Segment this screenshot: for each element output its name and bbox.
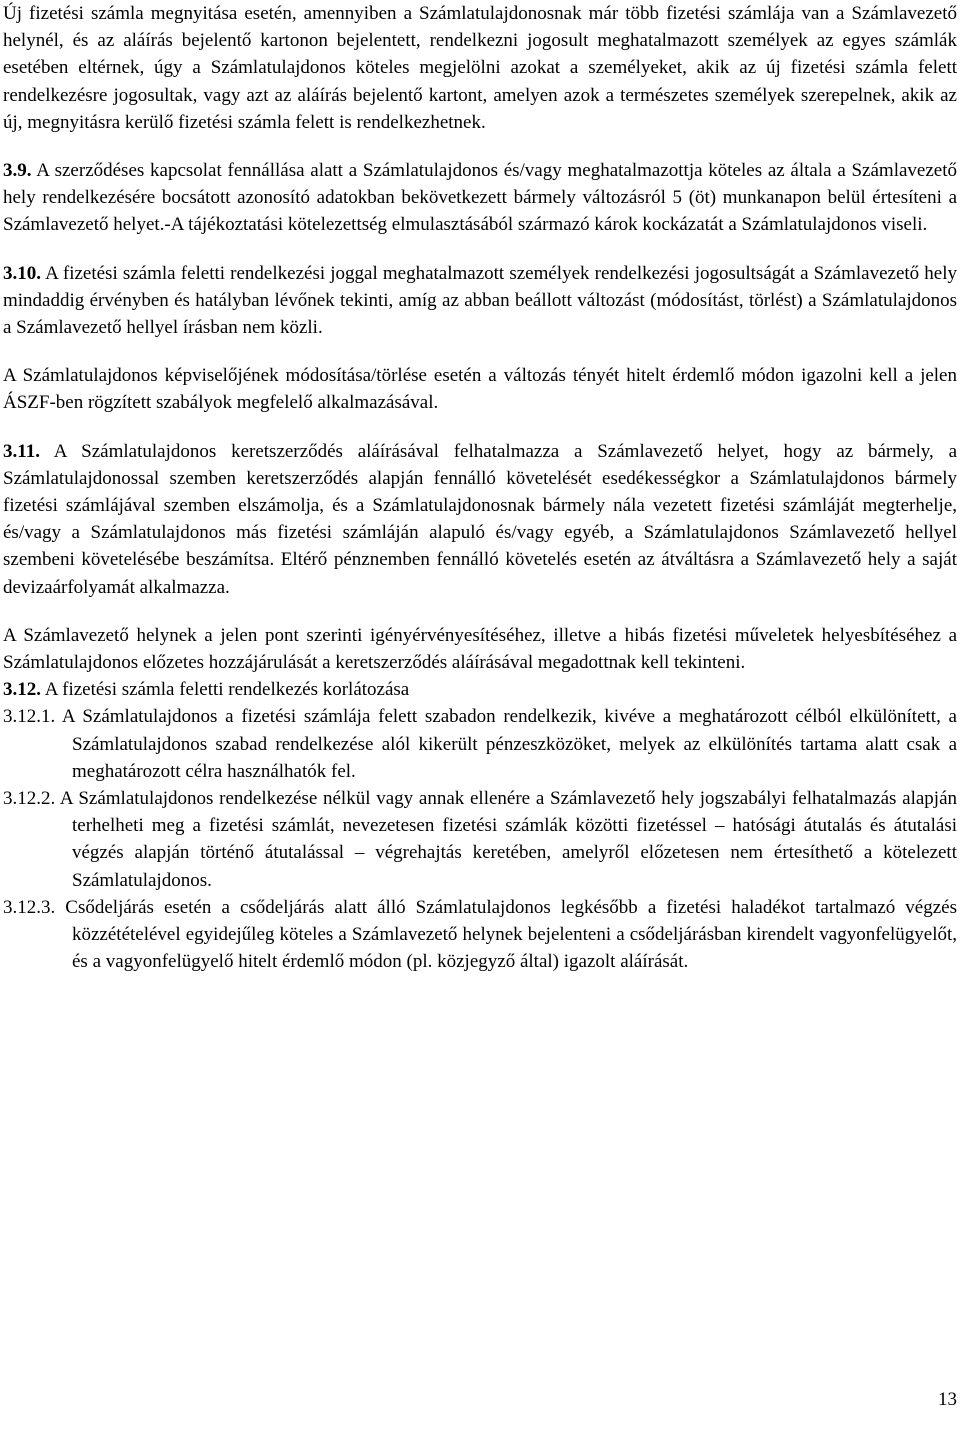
section-number: 3.9.: [3, 160, 32, 182]
section-text: A Számlatulajdonos keretszerződés aláírásával felhatalmazza a Számlavezető helyet, hogy az bármely, a Számlatulajdonossal szemben keretszerződés alapján fennálló követelését esedékességkor a Számlatulajdonos bármely fizetési számlájával szemben elszámolja, és a Számlatulajdonosnak bármely nála vezetett fizetési számláját megterhelje, és/vagy a Számlatulajdonos más fizetési számláján alapuló és/vagy egyéb, a Számlatulajdonos Számlavezető hellyel szembeni követelésébe beszámítsa. Eltérő pénznemben fennálló követelés esetén az átváltásra a Számlavezető hely a saját devizaárfolyamát alkalmazza.: [3, 440, 957, 598]
page-number: 13: [938, 1389, 957, 1410]
section-number: 3.12.: [3, 679, 41, 701]
section-3-12-heading: [3, 676, 957, 703]
section-text: A fizetési számla feletti rendelkezési joggal meghatalmazott személyek rendelkezési jogosultságát a Számlavezető hely mindaddig érvényben és hatályban lévőnek tekinti, amíg az abban beállott változást (módosítást, törlést) a Számlatulajdonos a Számlavezető hellyel írásban nem közli.: [3, 262, 957, 339]
subsection-text: A Számlatulajdonos a fizetési számlája felett szabadon rendelkezik, kivéve a meghatározott célból elkülönített, a Számlatulajdonos szabad rendelkezése alól kikerült pénzeszközöket, melyek az elkülönítés tartama alatt csak a meghatározott célra használhatók fel.: [55, 706, 957, 782]
section-3-12-3: [3, 894, 957, 976]
section-3-12-1: [3, 703, 957, 785]
subsection-text: A Számlatulajdonos rendelkezése nélkül vagy annak ellenére a Számlavezető hely jogszabályi felhatalmazás alapján terhelheti meg a fizetési számlát, nevezetesen fizetési számlák közötti fizetéssel – hatósági átutalás és átutalási végzés alapján történő átutalással – végrehajtás keretében, amelyről előzetesen nem értesíthető a kötelezett Számlatulajdonos.: [55, 788, 957, 891]
section-3-11: [3, 438, 957, 601]
section-number: 3.10.: [3, 262, 41, 284]
section-3-12-2: [3, 785, 957, 894]
claim-paragraph: [3, 622, 957, 676]
section-text: A szerződéses kapcsolat fennállása alatt a Számlatulajdonos és/vagy meghatalmazottja köteles az általa a Számlavezető hely rendelkezésére bocsátott azonosító adatokban bekövetkezett bármely változásról 5 (öt) munkanapon belül értesíteni a Számlavezető helyet.-A tájékoztatási kötelezettség elmulasztásából származó károk kockázatát a Számlatulajdonos viseli.: [3, 160, 957, 236]
paragraph-text: A Számlavezető helynek a jelen pont szerinti igényérvényesítéséhez, illetve a hibás fizetési műveletek helyesbítéséhez a Számlatulajdonos előzetes hozzájárulását a keretszerződés aláírásával megadottnak kell tekinteni.: [3, 624, 957, 674]
subsection-number: 3.12.3.: [3, 896, 56, 918]
section-number: 3.11.: [3, 440, 40, 462]
subsection-number: 3.12.1.: [3, 706, 56, 728]
intro-text: Új fizetési számla megnyitása esetén, amennyiben a Számlatulajdonosnak már több fizetési számlája van a Számlavezető helynél, és az aláírás bejelentő kartonon bejelentett, rendelkezni jogosult meghatalmazott személyek az egyes számlák esetében eltérnek, úgy a Számlatulajdonos köteles megjelölni azokat a személyeket, akik az új fizetési számla felett rendelkezésre jogosultak, vagy azt az aláírás bejelentő kartont, amelyen azok a természetes személyek szerepelnek, akik az új, megnyitásra kerülő fizetési számla felett is rendelkezhetnek.: [3, 3, 957, 133]
representative-paragraph: [3, 362, 957, 416]
section-3-10: [3, 260, 957, 342]
intro-paragraph: [3, 0, 957, 136]
section-title: A fizetési számla feletti rendelkezés korlátozása: [41, 679, 410, 701]
subsection-text: Csődeljárás esetén a csődeljárás alatt álló Számlatulajdonos legkésőbb a fizetési haladékot tartalmazó végzés közzétételével egyidejűleg köteles a Számlavezető helynek bejelenteni a csődeljárásban kirendelt vagyonfelügyelőt, és a vagyonfelügyelő hitelt érdemlő módon (pl. közjegyző által) igazolt aláírását.: [55, 896, 957, 973]
subsection-number: 3.12.2.: [3, 788, 56, 810]
section-3-9: [3, 157, 957, 239]
paragraph-text: A Számlatulajdonos képviselőjének módosítása/törlése esetén a változás tényét hitelt érdemlő módon igazolni kell a jelen ÁSZF-ben rögzített szabályok megfelelő alkalmazásával.: [3, 365, 957, 414]
